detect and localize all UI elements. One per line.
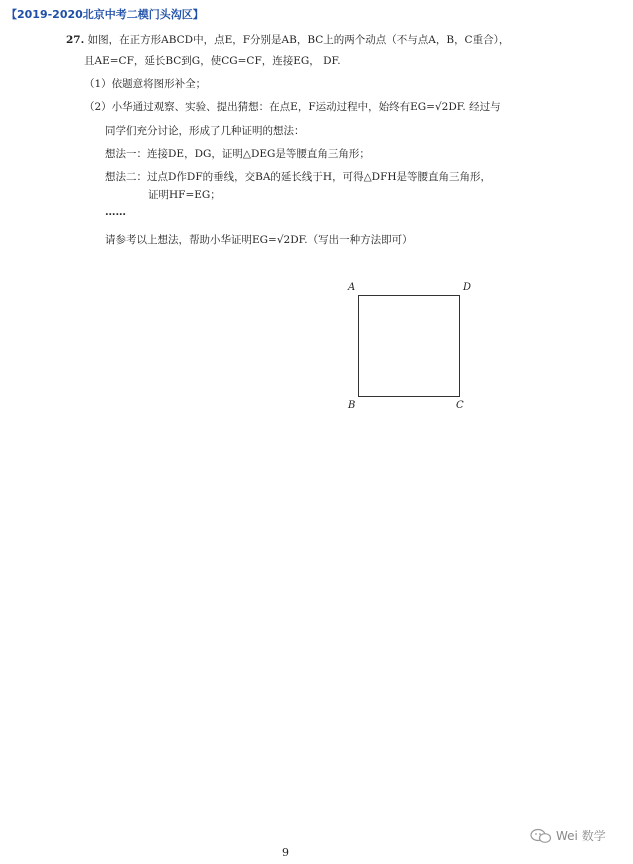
- ellipsis: ……: [105, 206, 126, 218]
- question-line-2: 且AE=CF，延长BC到G，使CG=CF，连接EG， DF.: [84, 55, 341, 67]
- part-2-line-1: （2）小华通过观察、实验、提出猜想：在点E，F运动过程中，始终有EG=√2DF. 经过与: [84, 101, 501, 113]
- idea-2-line-2: 证明HF=EG；: [148, 189, 221, 201]
- page-number: 9: [282, 846, 289, 859]
- watermark-text: Wei 数学: [556, 829, 606, 843]
- question-text-1: 如图，在正方形ABCD中，点E，F分别是AB，BC上的两个动点（不与点A，B，C重合），: [87, 34, 510, 46]
- prompt-line: 请参考以上想法，帮助小华证明EG=√2DF.（写出一种方法即可）: [105, 234, 413, 246]
- question-number: 27.: [66, 34, 85, 46]
- idea-2-line-1: 想法二：过点D作DF的垂线，交BA的延长线于H，可得△DFH是等腰直角三角形，: [105, 171, 492, 183]
- square-abcd: [358, 295, 460, 397]
- vertex-b-label: B: [348, 400, 356, 411]
- vertex-a-label: A: [348, 282, 356, 293]
- header-source-tag: 【2019-2020北京中考二模门头沟区】: [6, 8, 204, 21]
- wechat-icon: [530, 828, 552, 844]
- watermark: [530, 827, 606, 844]
- idea-1: 想法一：连接DE，DG，证明△DEG是等腰直角三角形；: [105, 148, 370, 160]
- part-1: （1）依题意将图形补全；: [84, 78, 207, 90]
- part-2-line-2: 同学们充分讨论，形成了几种证明的想法：: [105, 125, 305, 137]
- vertex-c-label: C: [456, 400, 464, 411]
- question-line-1: [66, 33, 509, 47]
- vertex-d-label: D: [463, 282, 472, 293]
